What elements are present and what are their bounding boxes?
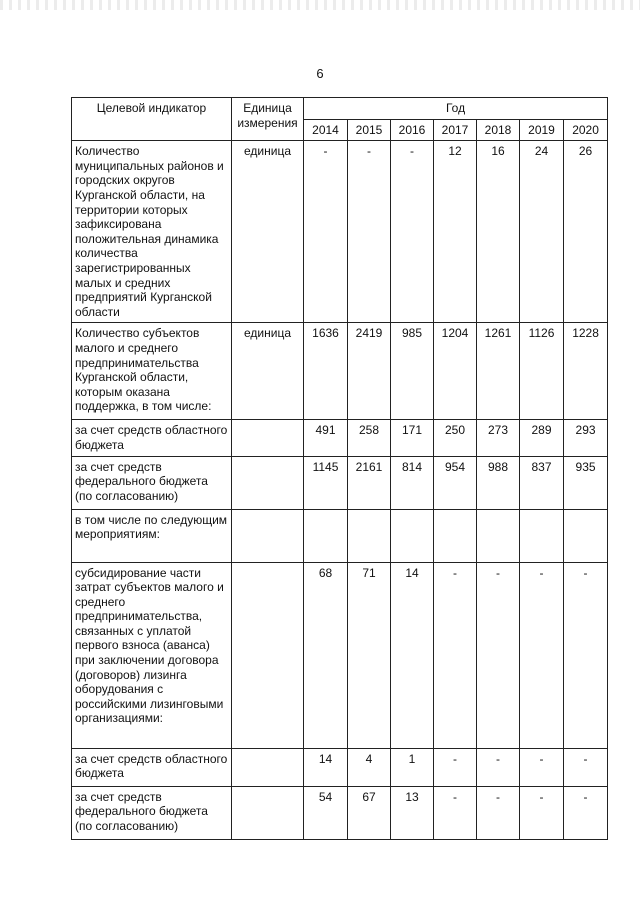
- indicator-name: в том числе по следующим мероприятиям:: [72, 509, 232, 562]
- value-cell: 250: [434, 420, 477, 456]
- value-cell: 1261: [477, 323, 520, 420]
- table-row: [72, 509, 608, 562]
- value-cell: 1145: [304, 456, 348, 509]
- value-cell: [348, 509, 391, 562]
- column-header-indicator: Целевой индикатор: [72, 98, 232, 141]
- value-cell: 16: [477, 141, 520, 323]
- value-cell: 13: [391, 786, 434, 839]
- value-cell: 54: [304, 786, 348, 839]
- value-cell: 935: [564, 456, 608, 509]
- indicator-name: субсидирование части затрат субъектов малого и среднего предпринимательства, связанных с уплатой первого взноса (аванса) при заключении договора (договоров) лизинга оборудования с российскими лизинговыми организациями:: [72, 562, 232, 748]
- value-cell: -: [434, 748, 477, 786]
- table-row: [72, 786, 608, 839]
- unit-cell: [232, 456, 304, 509]
- value-cell: -: [564, 786, 608, 839]
- value-cell: [434, 509, 477, 562]
- table-row: [72, 748, 608, 786]
- value-cell: -: [477, 786, 520, 839]
- indicator-name: за счет средств федерального бюджета (по согласованию): [72, 456, 232, 509]
- year-header-2014: 2014: [304, 119, 348, 141]
- value-cell: 988: [477, 456, 520, 509]
- value-cell: -: [391, 141, 434, 323]
- value-cell: -: [434, 786, 477, 839]
- indicator-name: Количество субъектов малого и среднего предпринимательства Курганской области, которым оказана поддержка, в том числе:: [72, 323, 232, 420]
- value-cell: -: [564, 562, 608, 748]
- indicator-name: за счет средств областного бюджета: [72, 748, 232, 786]
- year-header-2020: 2020: [564, 119, 608, 141]
- value-cell: -: [520, 786, 564, 839]
- value-cell: 273: [477, 420, 520, 456]
- unit-cell: [232, 748, 304, 786]
- table-header: [72, 98, 608, 141]
- value-cell: 4: [348, 748, 391, 786]
- value-cell: [391, 509, 434, 562]
- value-cell: -: [520, 748, 564, 786]
- value-cell: 67: [348, 786, 391, 839]
- table-row: [72, 456, 608, 509]
- value-cell: [564, 509, 608, 562]
- year-header-2018: 2018: [477, 119, 520, 141]
- value-cell: -: [564, 748, 608, 786]
- value-cell: 1636: [304, 323, 348, 420]
- unit-cell: единица: [232, 323, 304, 420]
- value-cell: [520, 509, 564, 562]
- value-cell: 1126: [520, 323, 564, 420]
- unit-cell: [232, 562, 304, 748]
- value-cell: 2419: [348, 323, 391, 420]
- value-cell: 71: [348, 562, 391, 748]
- value-cell: 289: [520, 420, 564, 456]
- value-cell: 68: [304, 562, 348, 748]
- value-cell: 171: [391, 420, 434, 456]
- indicator-name: Количество муниципальных районов и городских округов Курганской области, на территории которых зафиксирована положительная динамика количества зарегистрированных малых и средних предприятий Курганской области: [72, 141, 232, 323]
- value-cell: -: [477, 562, 520, 748]
- target-indicators-table: [71, 97, 608, 840]
- year-header-2017: 2017: [434, 119, 477, 141]
- value-cell: [304, 509, 348, 562]
- table-row: [72, 562, 608, 748]
- unit-cell: [232, 420, 304, 456]
- value-cell: 2161: [348, 456, 391, 509]
- value-cell: 258: [348, 420, 391, 456]
- value-cell: -: [477, 748, 520, 786]
- value-cell: 814: [391, 456, 434, 509]
- value-cell: 12: [434, 141, 477, 323]
- year-header-2019: 2019: [520, 119, 564, 141]
- unit-cell: [232, 509, 304, 562]
- value-cell: 293: [564, 420, 608, 456]
- value-cell: 1228: [564, 323, 608, 420]
- value-cell: 837: [520, 456, 564, 509]
- indicator-name: за счет средств областного бюджета: [72, 420, 232, 456]
- page-number: 6: [316, 66, 324, 81]
- value-cell: -: [434, 562, 477, 748]
- value-cell: -: [520, 562, 564, 748]
- table-row: [72, 323, 608, 420]
- value-cell: 26: [564, 141, 608, 323]
- value-cell: 954: [434, 456, 477, 509]
- value-cell: -: [348, 141, 391, 323]
- scan-edge-artifact: [0, 0, 640, 10]
- table-body: [72, 141, 608, 839]
- value-cell: 985: [391, 323, 434, 420]
- year-header-2016: 2016: [391, 119, 434, 141]
- value-cell: -: [304, 141, 348, 323]
- value-cell: [477, 509, 520, 562]
- header-row-main: [72, 98, 608, 120]
- value-cell: 1: [391, 748, 434, 786]
- table-row: [72, 420, 608, 456]
- value-cell: 14: [391, 562, 434, 748]
- value-cell: 14: [304, 748, 348, 786]
- value-cell: 491: [304, 420, 348, 456]
- column-header-unit: Единица измерения: [232, 98, 304, 141]
- value-cell: 24: [520, 141, 564, 323]
- unit-cell: [232, 786, 304, 839]
- year-header-2015: 2015: [348, 119, 391, 141]
- value-cell: 1204: [434, 323, 477, 420]
- table-row: [72, 141, 608, 323]
- indicator-name: за счет средств федерального бюджета (по согласованию): [72, 786, 232, 839]
- column-header-year: Год: [304, 98, 608, 120]
- unit-cell: единица: [232, 141, 304, 323]
